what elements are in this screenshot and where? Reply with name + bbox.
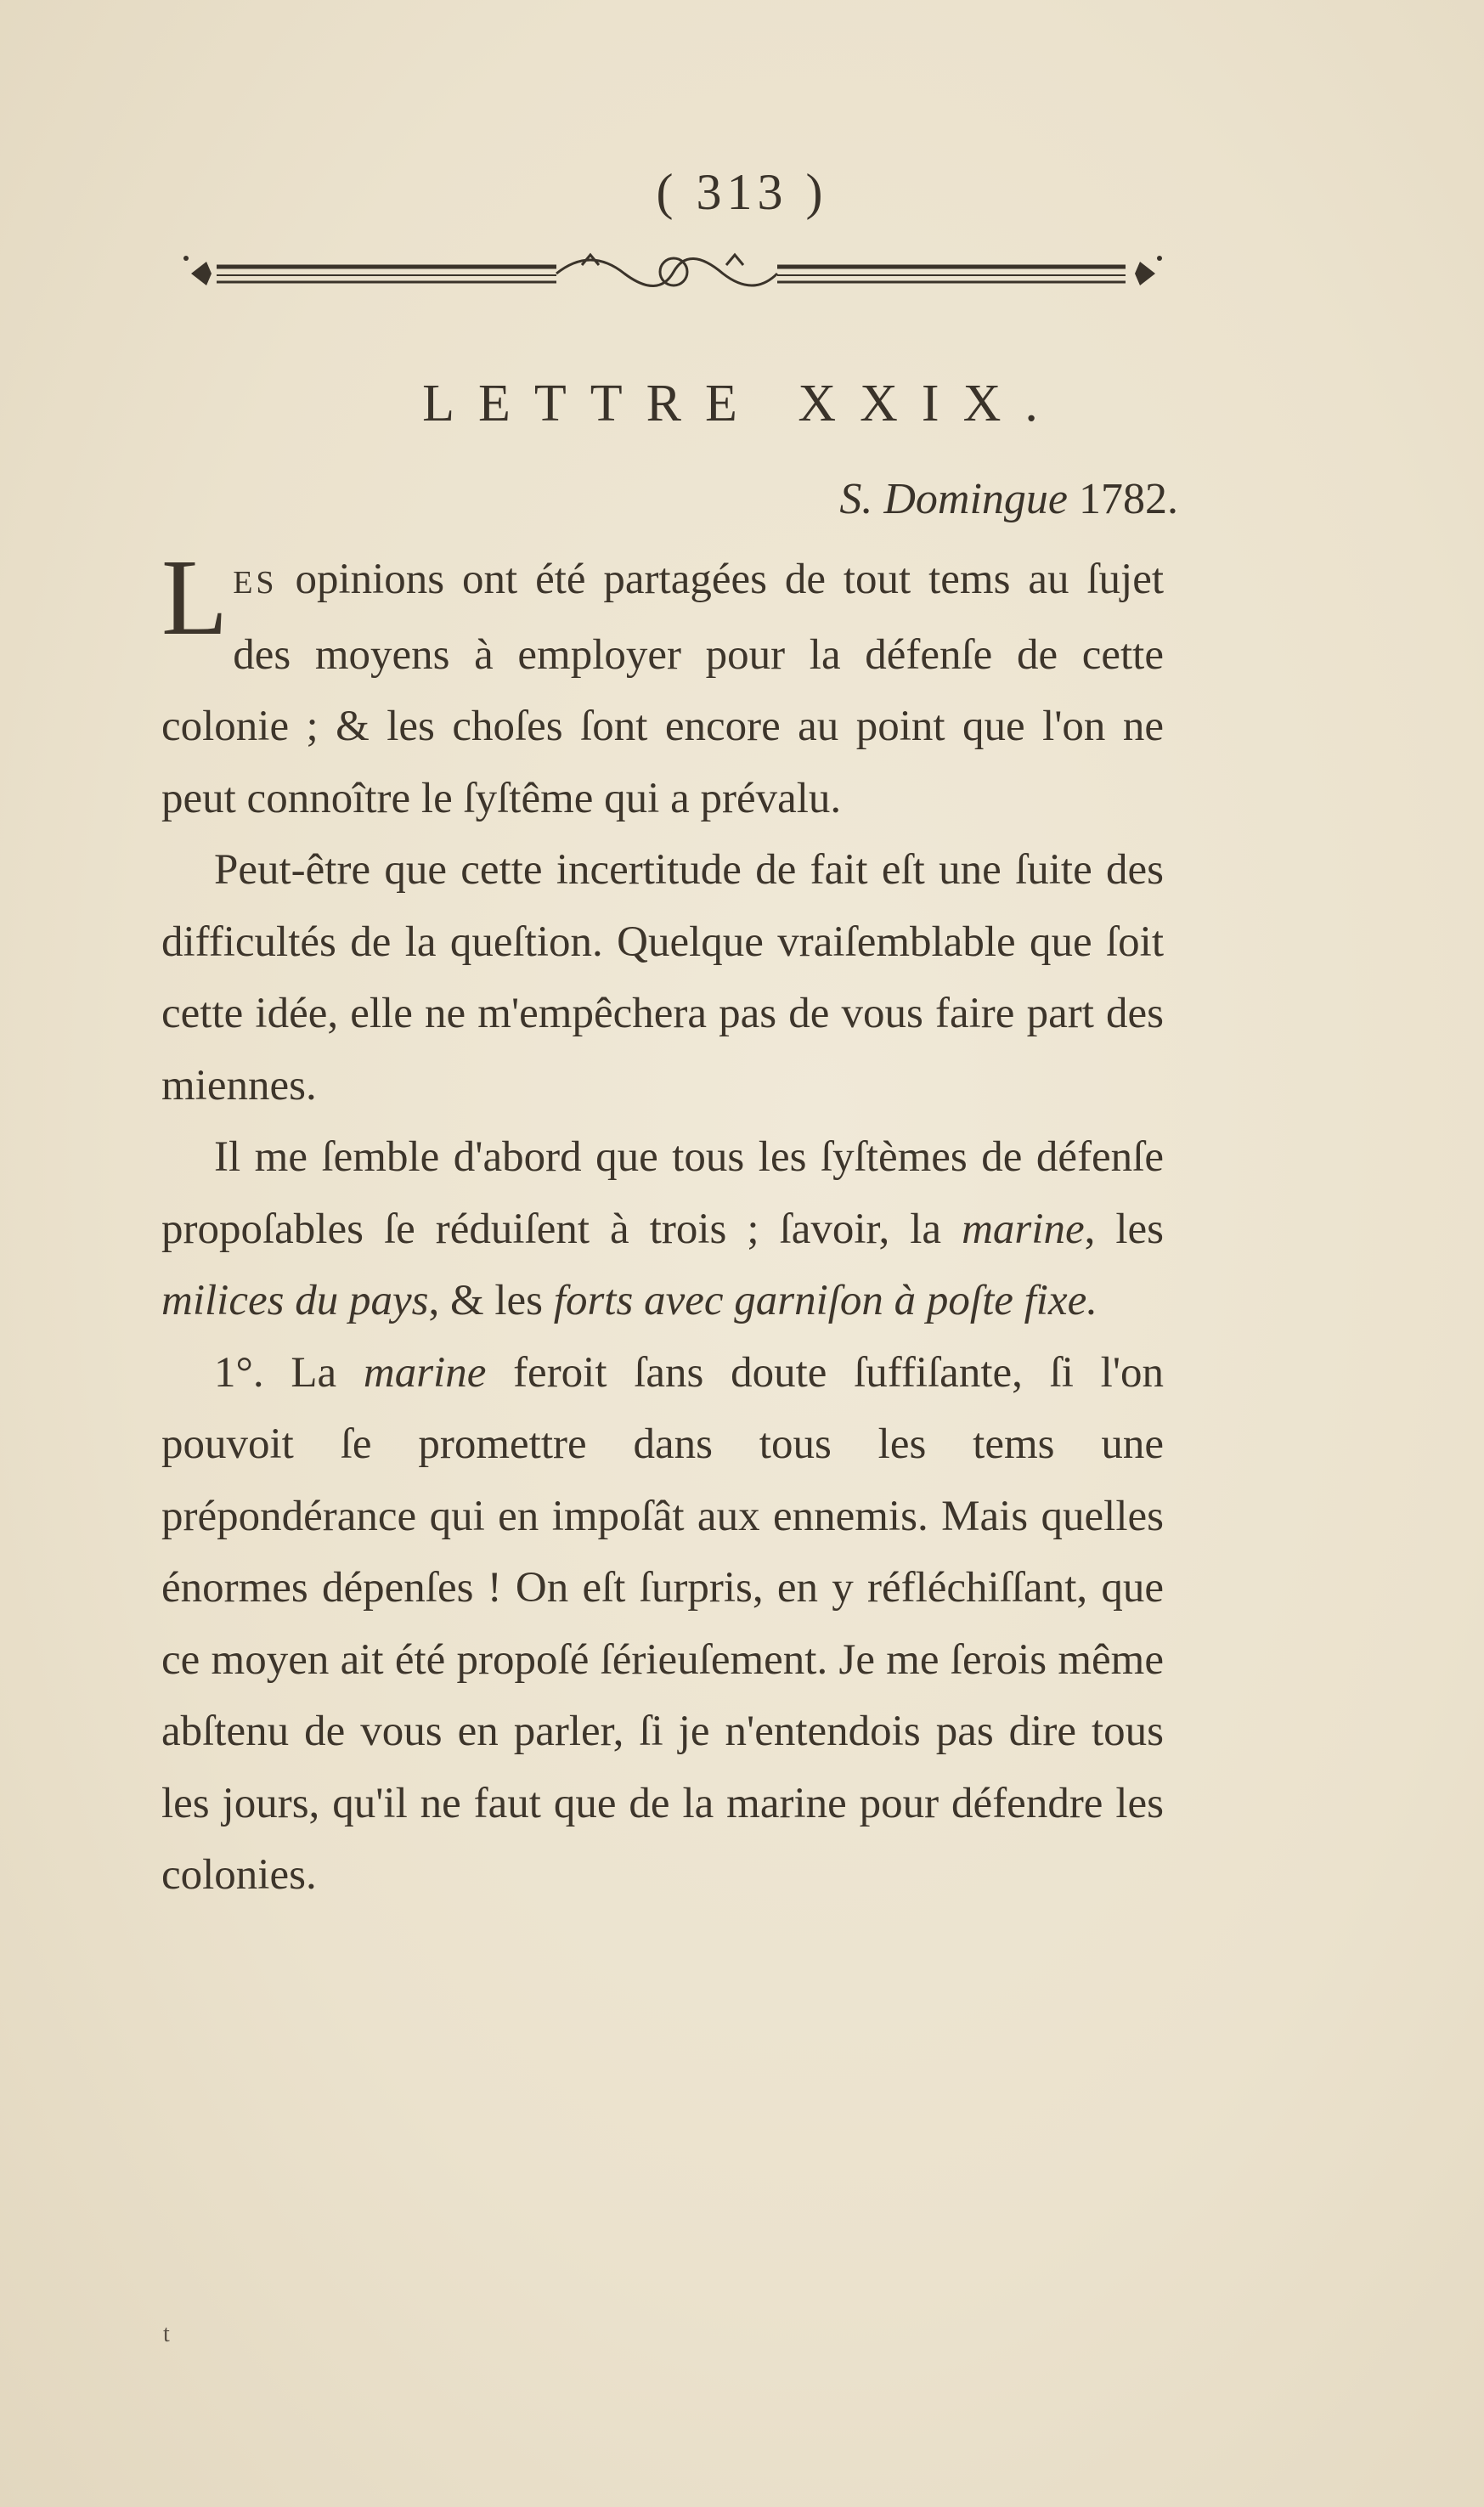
paragraph-1-text: opinions ont été partagées de tout tems au ſujet des moyens à employer pour la défenſe de cette colonie ; & les choſes ſont encore au point que l'on ne peut connoître le ſyſtême qui a prévalu.	[161, 556, 1164, 822]
drop-cap: L	[161, 537, 229, 658]
letter-heading: LETTRE XXIX.	[422, 375, 1062, 432]
paragraph-3-part: , & les	[428, 1277, 554, 1324]
letter-body	[161, 537, 1165, 1911]
ornamental-rule	[183, 240, 1164, 299]
paragraph-4	[161, 1337, 1164, 1911]
small-caps-opening: ES	[233, 565, 278, 601]
signature-mark: t	[163, 2321, 170, 2347]
paragraph-2: Peut-être que cette incertitude de fait eſt une ſuite des difficultés de la queſtion. Quelque vraiſemblable que ſoit cette idée, elle ne m'empêchera pas de vous faire part des miennes.	[161, 846, 1164, 1110]
page-number: ( 313 )	[656, 164, 828, 220]
paragraph-3-part: , les	[1084, 1205, 1164, 1253]
paragraph-4-part: 1°. La	[214, 1348, 364, 1397]
term-forts: forts avec garniſon à poſte fixe.	[553, 1277, 1097, 1324]
term-marine: marine	[363, 1348, 487, 1397]
dateline	[839, 474, 1178, 524]
paragraph-4-part: feroit ſans doute ſuffiſante, ſi l'on pouvoit ſe promettre dans tous les tems une prépondérance qui en impoſât aux ennemis. Mais quelles énormes dépenſes ! On eſt ſurpris, en y réfléchiſſant, que ce moyen ait été propoſé ſérieuſement. Je me ſerois même abſtenu de vous en parler, ſi je n'entendois pas dire tous les jours, qu'il ne faut que de la marine pour défendre les colonies.	[161, 1348, 1165, 1899]
paragraph-1	[161, 537, 1164, 834]
paragraph-3-part: Il me ſemble d'abord que tous les ſyſtèmes de défenſe propoſables ſe réduiſent à trois ; ſavoir, la	[161, 1133, 1164, 1253]
term-milices: milices du pays	[161, 1277, 429, 1324]
dateline-year: 1782.	[1079, 475, 1178, 523]
dateline-place: S. Domingue	[839, 475, 1068, 523]
term-marine: marine	[962, 1205, 1085, 1253]
paragraph-3	[161, 1121, 1164, 1337]
